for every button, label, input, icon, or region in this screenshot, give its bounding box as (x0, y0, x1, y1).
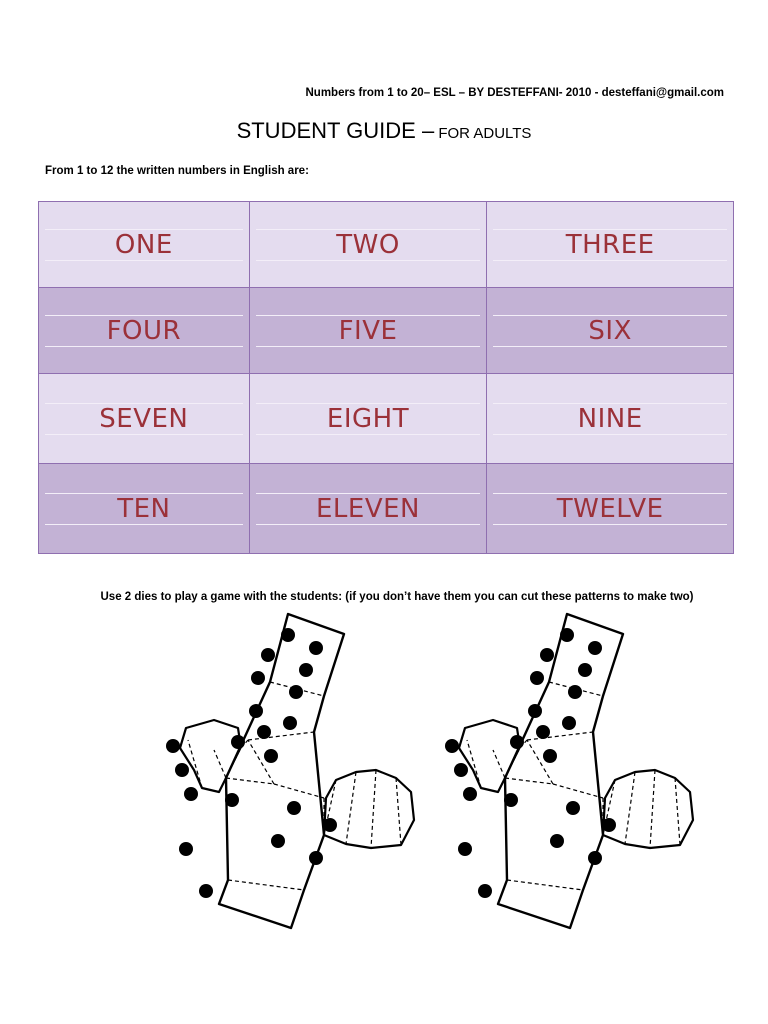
table-row (39, 464, 734, 554)
number-cell: SEVEN (39, 374, 250, 464)
page-title (0, 118, 768, 144)
intro-text: From 1 to 12 the written numbers in English are: (45, 165, 309, 177)
table-row (39, 374, 734, 464)
credit-line: Numbers from 1 to 20– ESL – BY DESTEFFANI- 2010 - desteffani@gmail.com (305, 87, 724, 99)
numbers-table (38, 201, 734, 554)
table-row (39, 202, 734, 288)
number-cell: NINE (487, 374, 734, 464)
die-pattern-right (445, 614, 693, 928)
number-cell: THREE (487, 202, 734, 288)
title-main: STUDENT GUIDE – (236, 118, 435, 143)
number-cell: EIGHT (249, 374, 487, 464)
die-pattern-left (166, 614, 414, 928)
number-cell: ONE (39, 202, 250, 288)
number-cell: ELEVEN (249, 464, 487, 554)
number-cell: FIVE (249, 288, 487, 374)
dice-instructions: Use 2 dies to play a game with the students: (if you don’t have them you can cut these patterns to make two) (100, 591, 694, 603)
number-cell: FOUR (39, 288, 250, 374)
dice-patterns (0, 600, 768, 940)
table-row (39, 288, 734, 374)
number-cell: TWO (249, 202, 487, 288)
number-cell: TEN (39, 464, 250, 554)
title-subtitle: FOR ADULTS (434, 125, 532, 142)
number-cell: SIX (487, 288, 734, 374)
number-cell: TWELVE (487, 464, 734, 554)
